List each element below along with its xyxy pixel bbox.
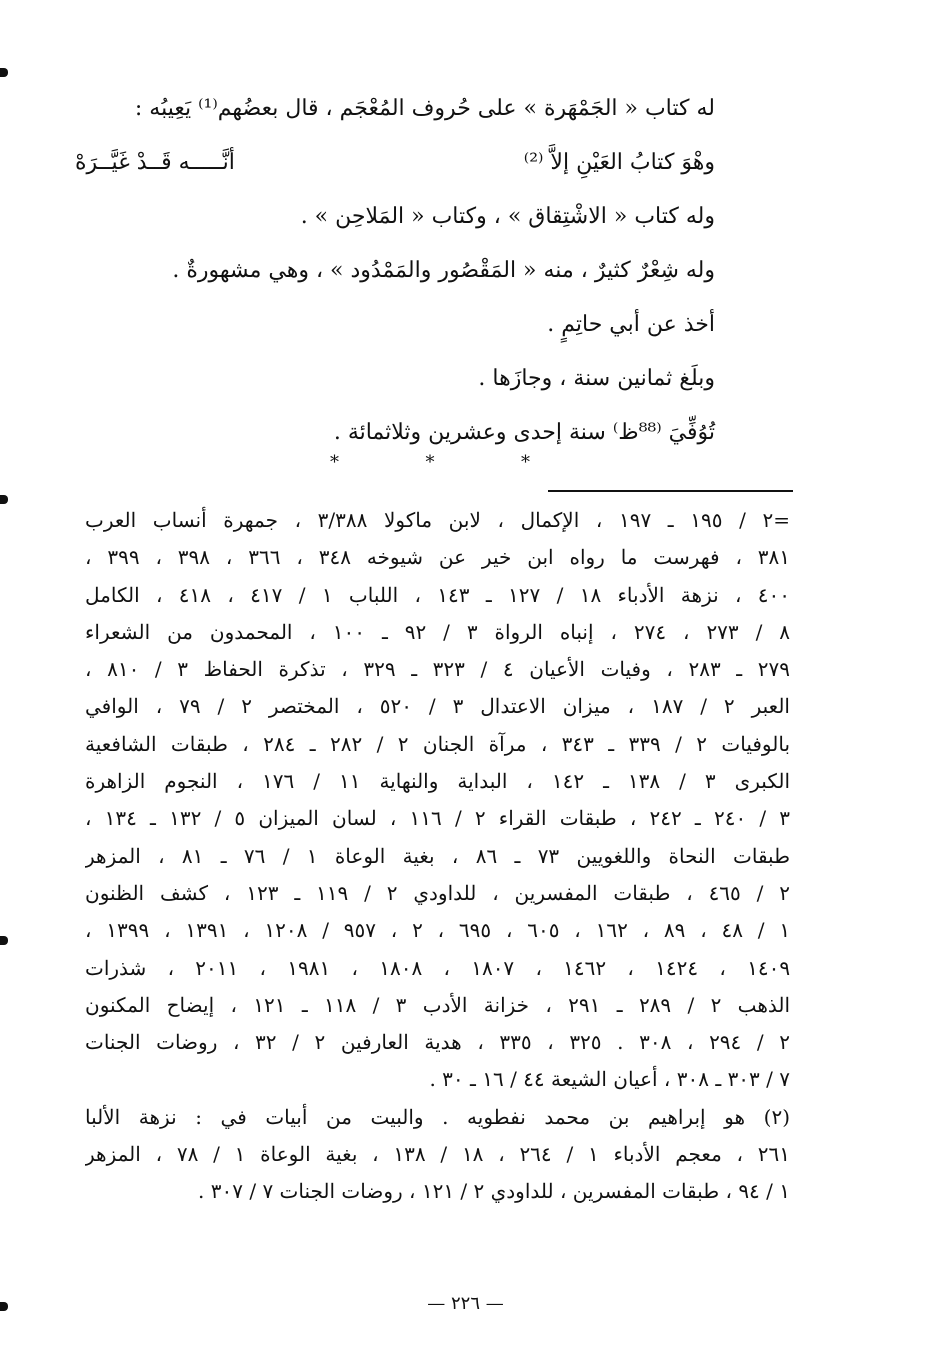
page-number: — ٢٢٦ — [427,1293,504,1314]
footnote-line: العبر ٢ / ١٨٧ ، ميزان الاعتدال ٣ / ٥٢٠ ، المختصر ٢ / ٧٩ ، الوافي [85,694,790,719]
text-line: وله كتاب « الاشْتِقاق » ، وكتاب « المَلاحِن » . [300,204,715,229]
footnote-line: =٢ / ١٩٥ ـ ١٩٧ ، الإكمال ، لابن ماكولا ٣/٣٨٨ ، جمهرة أنساب العرب [85,508,790,532]
footnote-line: ١٤٠٩ ، ١٤٢٤ ، ١٤٦٢ ، ١٨٠٧ ، ١٨٠٨ ، ١٩٨١ ، ٢٠١١ ، شذرات [85,955,790,980]
text-line: وله شِعْرٌ كثيرٌ ، منه « المَقْصُور والمَمْدُود » ، وهي مشهورةٌ . [172,258,715,283]
text-line: وبلَغ ثمانين سنة ، وجازَها . [478,366,715,391]
star-ornament: * [521,452,530,473]
footnote-line: بالوفيات ٢ / ٣٣٩ ـ ٣٤٣ ، مرآة الجنان ٢ / ٢٨٢ ـ ٢٨٤ ، طبقات الشافعية [85,731,790,756]
star-ornament: * [425,452,435,473]
verse-first-hemistich: وهْوَ كتابُ العَيْنِ إلاَّ ⁽²⁾ [523,150,715,175]
footnote-line: ٨ / ٢٧٣ ، ٢٧٤ ، إنباه الرواة ٣ / ٩٢ ـ ١٠٠ ، المحمدون من الشعراء [85,619,790,644]
footnote-line: (٢) هو إبراهيم بن محمد نفطويه . والبيت من أبيات في : نزهة الألبا [85,1104,790,1129]
footnote-line: ٧ / ٣٠٣ ـ ٣٠٨ ، أعيان الشيعة ٤٤ / ١٦ ـ ٣٠ . [429,1067,790,1092]
footnote-line: ١ / ٤٨ ، ٨٩ ، ١٦٢ ، ٦٠٥ ، ٦٩٥ ، ٢ ، ٩٥٧ / ١٢٠٨ ، ١٣٩١ ، ١٣٩٩ ، [85,918,790,943]
section-separator [330,452,530,473]
text-line: تُوُفِّيَ ⁽⁸⁸ظ⁾ سنة إحدى وعشرين وثلاثمائة . [333,420,715,445]
text-line: له كتاب « الجَمْهَرة » على حُروف المُعْجَم ، قال بعضُهم⁽¹⁾ يَعِيبُه : [134,96,715,121]
footnote-line: الذهب ٢ / ٢٨٩ ـ ٢٩١ ، خزانة الأدب ٣ / ١١٨ ـ ١٢١ ، إيضاح المكنون [85,992,790,1017]
footnote-line: ٢٧٩ ـ ٢٨٣ ، وفيات الأعيان ٤ / ٣٢٣ ـ ٣٢٩ ، تذكرة الحفاظ ٣ / ٨١٠ ، [85,657,790,682]
poem-verse [75,136,715,190]
margin-mark [0,495,8,504]
verse-second-hemistich: أنَّـــــه قَــدْ غَيَّــرَهْ [75,150,235,175]
margin-mark [0,68,8,77]
footnote-line: ٣ / ٢٤٠ ـ ٢٤٢ ، طبقات القراء ٢ / ١١٦ ، لسان الميزان ٥ / ١٣٢ ـ ١٣٤ ، [85,806,790,831]
footnote-line: الكبرى ٣ / ١٣٨ ـ ١٤٢ ، البداية والنهاية ١١ / ١٧٦ ، النجوم الزاهرة [85,769,790,794]
star-ornament: * [330,452,339,473]
text-line: أخذ عن أبي حاتِمٍ . [547,312,715,337]
footnote-line: ٢٦١ ، معجم الأدباء ١ / ٢٦٤ ، ١٨ / ١٣٨ ، بغية الوعاة ١ / ٧٨ ، المزهر [85,1142,790,1167]
footnote-line: ٤٠٠ ، نزهة الأدباء ١٨ / ١٢٧ ـ ١٤٣ ، اللباب ١ / ٤١٧ ، ٤١٨ ، الكامل [85,582,790,607]
footnote-line: ٢ / ٤٦٥ ، طبقات المفسرين ، للداودي ٢ / ١١٩ ـ ١٢٣ ، كشف الظنون [85,880,790,905]
margin-mark [0,936,8,945]
footnote-line: طبقات النحاة واللغويين ٧٣ ـ ٨٦ ، بغية الوعاة ١ / ٧٦ ـ ٨١ ، المزهر [85,843,790,868]
footnote-line: ٣٨١ ، فهرست ما رواه ابن خير عن شيوخه ٣٤٨ ، ٣٦٦ ، ٣٩٨ ، ٣٩٩ ، [85,545,790,570]
main-text [75,82,715,460]
footnote-line: ١ / ٩٤ ، طبقات المفسرين ، للداودي ٢ / ١٢١ ، روضات الجنات ٧ / ٣٠٧ . [198,1179,790,1204]
footnotes [85,502,790,1211]
footnote-line: ٢ / ٢٩٤ ، ٣٠٨ . ٣٢٥ ، ٣٣٥ ، هدية العارفين ٢ / ٣٢ ، روضات الجنات [85,1030,790,1055]
footnote-rule [548,490,793,492]
